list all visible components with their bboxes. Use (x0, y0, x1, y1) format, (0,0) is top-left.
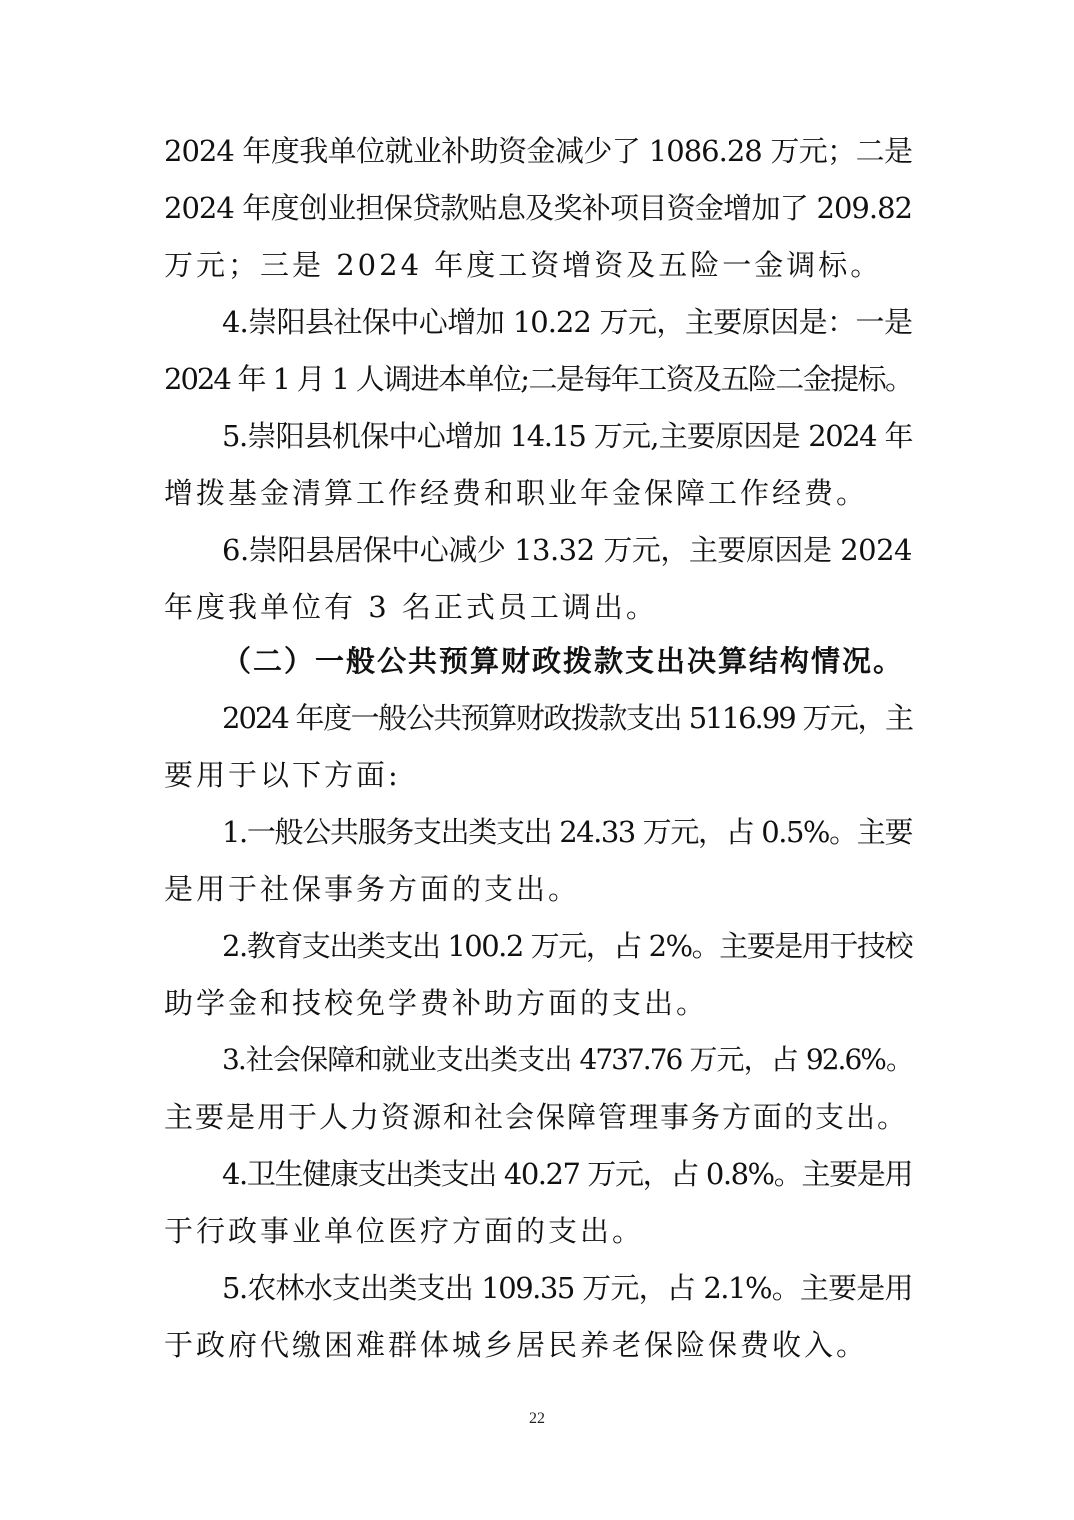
paragraph-line: 2.教育支出类支出 100.2 万元，占 2%。主要是用于技校 (222, 929, 912, 963)
paragraph-line: 2024 年 1 月 1 人调进本单位;二是每年工资及五险二金提标。 (164, 362, 912, 396)
paragraph-line: 2024 年度创业担保贷款贴息及奖补项目资金增加了 209.82 (164, 191, 912, 225)
paragraph-line: 3.社会保障和就业支出类支出 4737.76 万元，占 92.6%。 (222, 1043, 912, 1076)
paragraph-line: 助学金和技校免学费补助方面的支出。 (164, 986, 709, 1020)
paragraph-line: 于政府代缴困难群体城乡居民养老保险保费收入。 (164, 1328, 869, 1362)
paragraph-line: 2024 年度一般公共预算财政拨款支出 5116.99 万元，主 (222, 701, 912, 735)
paragraph-line: 5.崇阳县机保中心增加 14.15 万元,主要原因是 2024 年 (222, 419, 912, 453)
paragraph-line: 于行政事业单位医疗方面的支出。 (164, 1214, 645, 1248)
paragraph-line: 万元；三是 2024 年度工资增资及五险一金调标。 (164, 248, 883, 282)
section-heading: （二）一般公共预算财政拨款支出决算结构情况。 (222, 644, 905, 678)
paragraph-line: 主要是用于人力资源和社会保障管理事务方面的支出。 (164, 1100, 909, 1134)
paragraph-line: 4.卫生健康支出类支出 40.27 万元，占 0.8%。主要是用 (222, 1157, 912, 1191)
paragraph-line: 4.崇阳县社保中心增加 10.22 万元，主要原因是：一是 (222, 305, 912, 339)
paragraph-line: 要用于以下方面: (164, 758, 401, 792)
paragraph-line: 5.农林水支出类支出 109.35 万元，占 2.1%。主要是用 (222, 1271, 912, 1305)
paragraph-line: 增拨基金清算工作经费和职业年金保障工作经费。 (164, 476, 869, 510)
paragraph-line: 1.一般公共服务支出类支出 24.33 万元，占 0.5%。主要 (222, 815, 912, 849)
paragraph-line: 2024 年度我单位就业补助资金减少了 1086.28 万元；二是 (164, 134, 912, 168)
paragraph-line: 6.崇阳县居保中心减少 13.32 万元，主要原因是 2024 (222, 533, 912, 567)
paragraph-line: 年度我单位有 3 名正式员工调出。 (164, 590, 658, 624)
page-number: 22 (529, 1410, 545, 1427)
paragraph-line: 是用于社保事务方面的支出。 (164, 872, 581, 906)
